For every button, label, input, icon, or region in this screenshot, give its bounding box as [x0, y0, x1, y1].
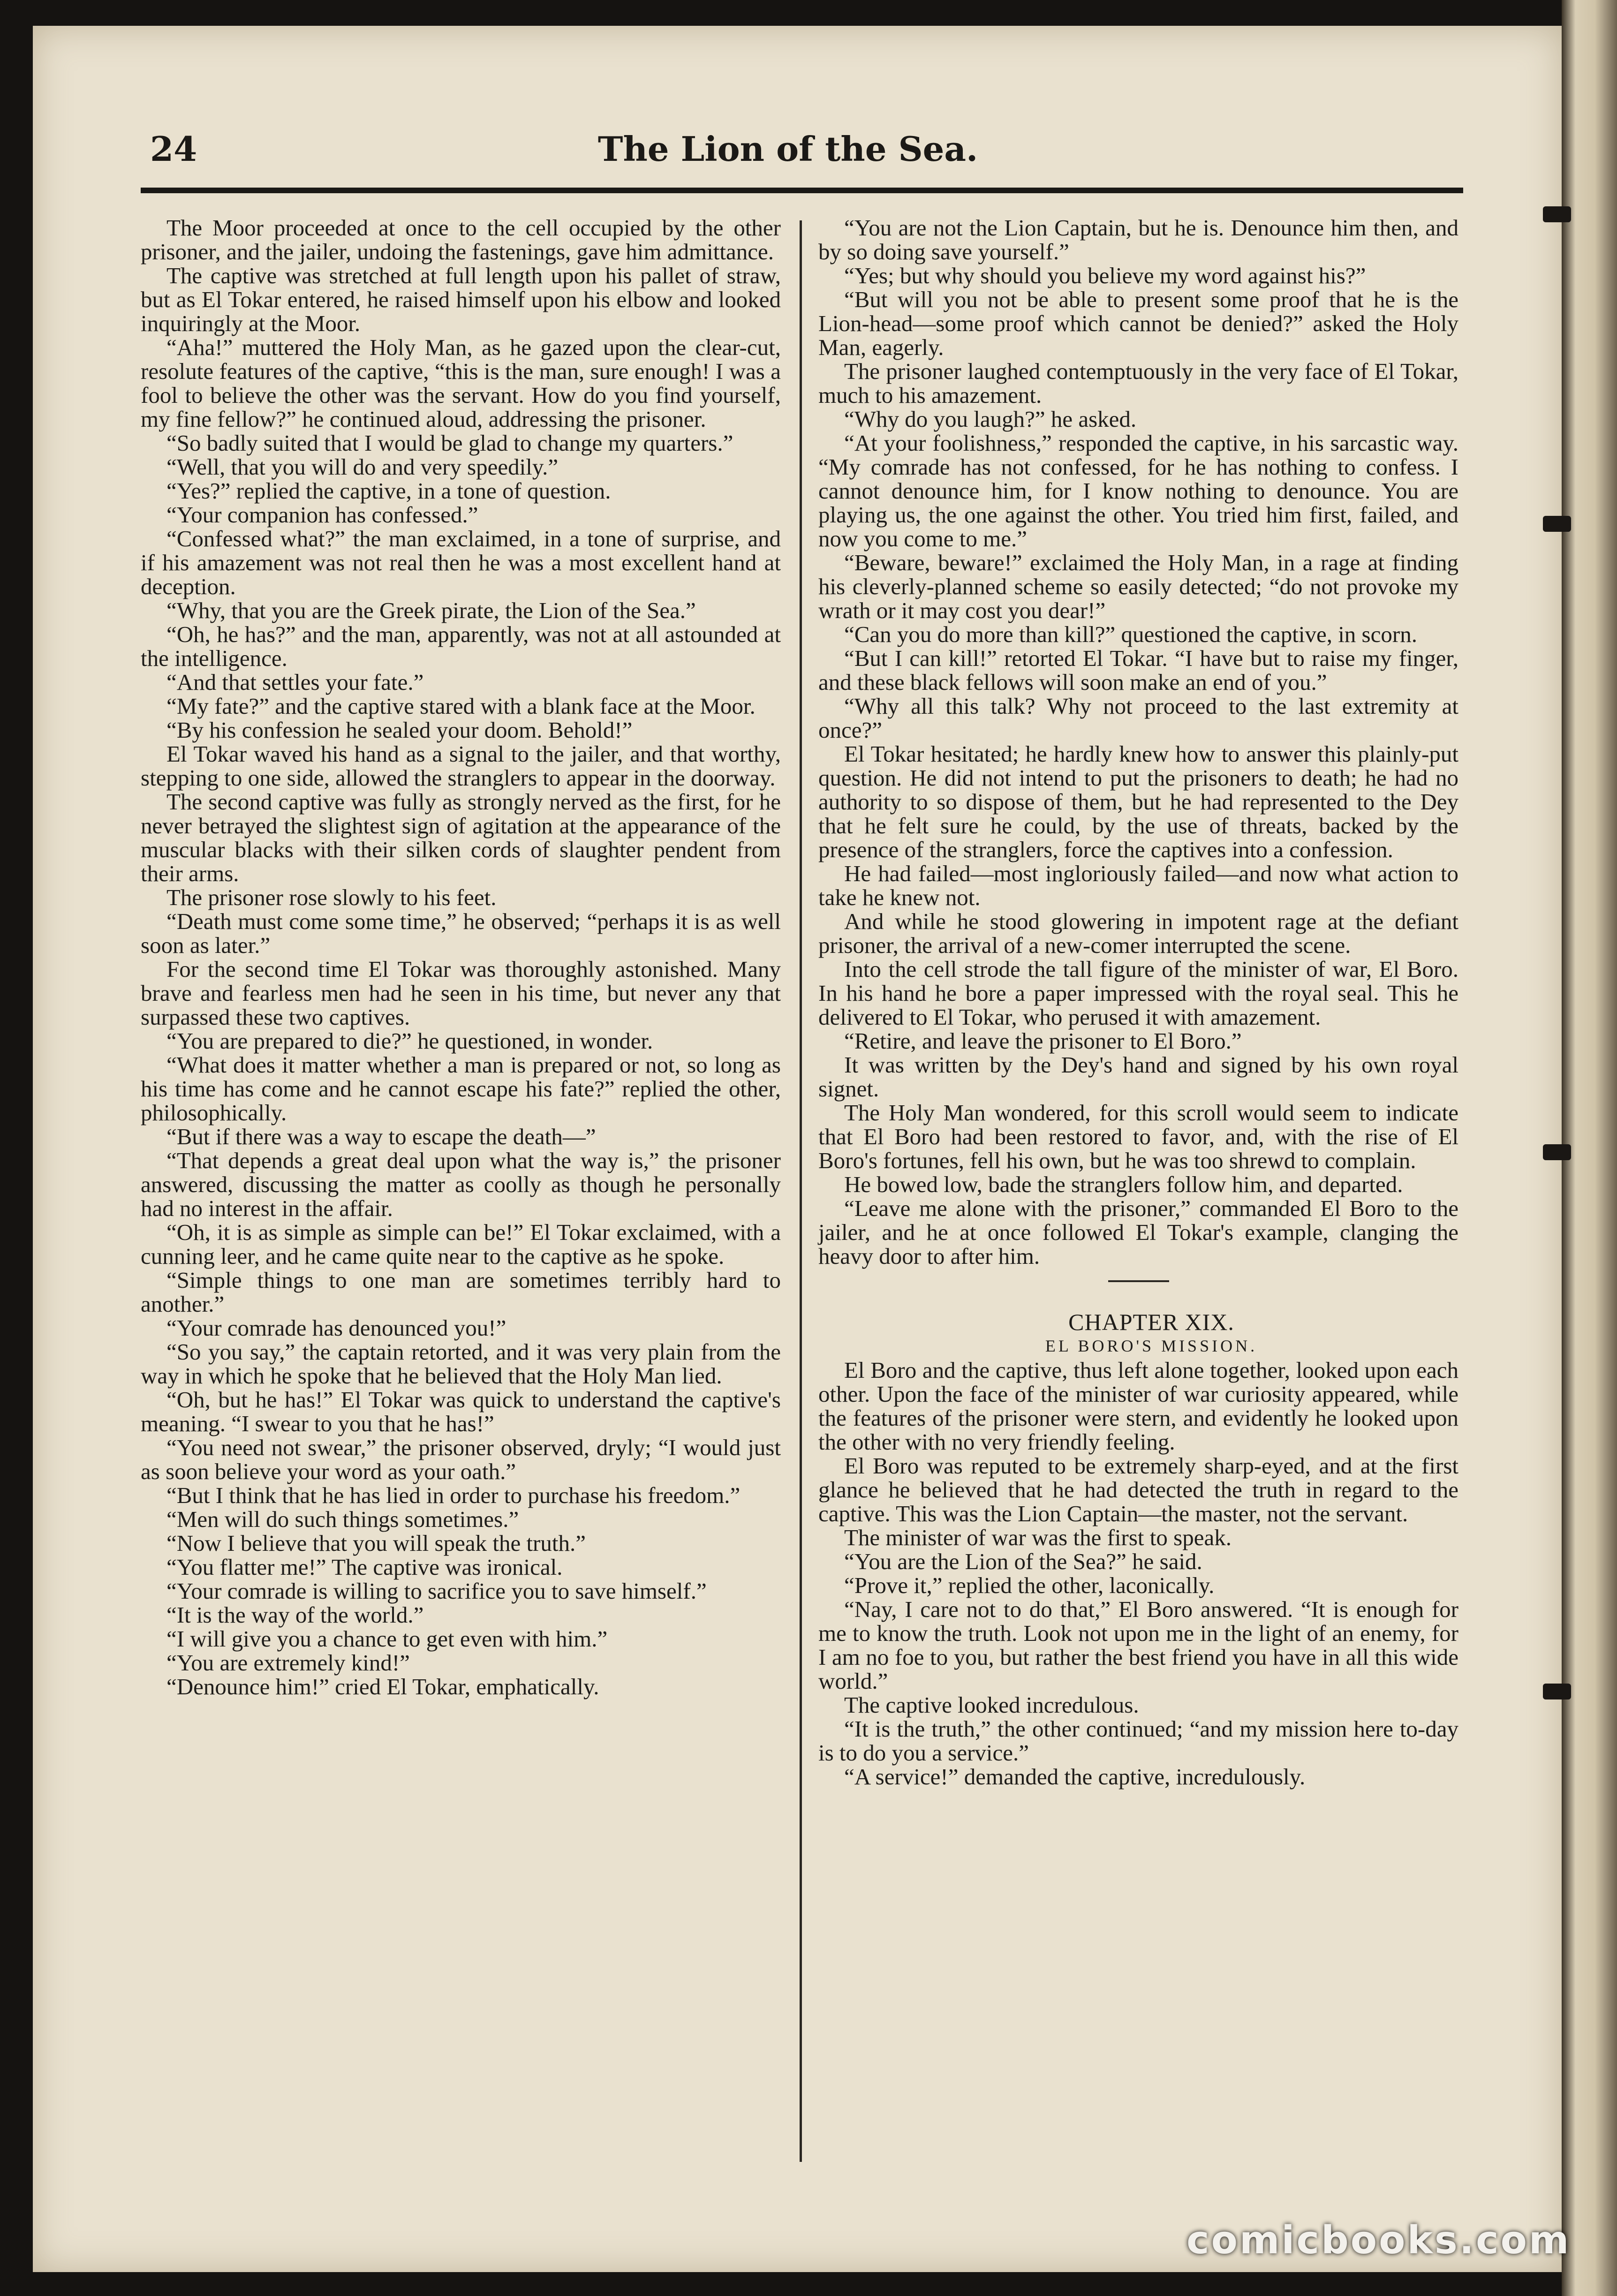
- paragraph: “So you say,” the captain retorted, and it was very plain from the way in which he spoke that he believed that the Holy Man lied.: [141, 1339, 781, 1389]
- paragraph: “What does it matter whether a man is prepared or not, so long as his time has come and he cannot escape his fate?” replied the other, philosophically.: [141, 1052, 781, 1125]
- paragraph: “But I think that he has lied in order to purchase his freedom.”: [166, 1482, 740, 1508]
- paragraph: “You need not swear,” the prisoner observed, dryly; “I would just as soon believe your word as your oath.”: [141, 1435, 781, 1484]
- right-column-text-a: [818, 216, 1458, 1268]
- paragraph: El Tokar waved his hand as a signal to the jailer, and that worthy, stepping to one side, allowed the stranglers to appear in the doorway.: [141, 741, 781, 791]
- paragraph: “Death must come some time,” he observed; “perhaps it is as well soon as later.”: [141, 908, 781, 958]
- paragraph: Into the cell strode the tall figure of the minister of war, El Boro. In his hand he bore a paper impressed with the royal seal. This he delivered to El Tokar, who perused it with amazement.: [818, 956, 1458, 1030]
- paragraph: “Yes; but why should you believe my word against his?”: [844, 263, 1366, 288]
- right-column: [818, 216, 1458, 1789]
- paragraph: “A service!” demanded the captive, incredulously.: [844, 1764, 1306, 1790]
- paragraph: “Your comrade is willing to sacrifice you to save himself.”: [166, 1578, 707, 1604]
- left-column: [141, 216, 781, 1699]
- paragraph: “It is the truth,” the other continued; “and my mission here to-day is to do you a service.”: [818, 1716, 1458, 1766]
- page-header: [113, 110, 1463, 176]
- page-number: 24: [150, 129, 197, 169]
- paragraph: The second captive was fully as strongly nerved as the first, for he never betrayed the slightest sign of agitation at the appearance of the muscular blacks with their silken cords of slaughter pendent from their arms.: [141, 789, 781, 886]
- paragraph: “Oh, it is as simple as simple can be!” El Tokar exclaimed, with a cunning leer, and he came quite near to the captive as he spoke.: [141, 1219, 781, 1269]
- paragraph: He bowed low, bade the stranglers follow him, and departed.: [844, 1171, 1403, 1197]
- paragraph: The prisoner laughed contemptuously in the very face of El Tokar, much to his amazement.: [818, 358, 1458, 408]
- watermark-text: comicbooks.com: [1186, 2218, 1571, 2263]
- paragraph: El Boro was reputed to be extremely sharp-eyed, and at the first glance he believed that he had detected the truth in regard to the captive. This was the Lion Captain—the master, not the servant.: [818, 1453, 1458, 1526]
- paragraph: “By his confession he sealed your doom. Behold!”: [166, 717, 633, 743]
- paragraph: The minister of war was the first to speak.: [844, 1525, 1232, 1550]
- paragraph: The captive looked incredulous.: [844, 1692, 1139, 1718]
- paragraph: “You are not the Lion Captain, but he is. Denounce him then, and by so doing save yourself.”: [818, 215, 1458, 264]
- paragraph: For the second time El Tokar was thoroughly astonished. Many brave and fearless men had he seen in his time, but never any that surpassed these two captives.: [141, 956, 781, 1030]
- paragraph: “Well, that you will do and very speedily.”: [166, 454, 559, 480]
- paragraph: “Retire, and leave the prisoner to El Boro.”: [844, 1028, 1242, 1054]
- paragraph: El Tokar hesitated; he hardly knew how to answer this plainly-put question. He did not intend to put the prisoners to death; he had no authority to so dispose of them, but he had represented to the Dey that he felt sure he could, by the use of threats, backed by the presence of the stranglers, force the captives into a confession.: [818, 741, 1458, 862]
- paragraph: The captive was stretched at full length upon his pallet of straw, but as El Tokar entered, he raised himself upon his elbow and looked inquiringly at the Moor.: [141, 263, 781, 336]
- paragraph: “Oh, he has?” and the man, apparently, was not at all astounded at the intelligence.: [141, 621, 781, 671]
- paragraph: “Why do you laugh?” he asked.: [844, 406, 1137, 432]
- chapter-heading: CHAPTER XIX.: [1068, 1309, 1234, 1335]
- paragraph: “Men will do such things sometimes.”: [166, 1506, 519, 1532]
- paragraph: “But will you not be able to present some proof that he is the Lion-head—some proof which cannot be denied?” asked the Holy Man, eagerly.: [818, 287, 1458, 360]
- binding-stitch: [1543, 206, 1571, 222]
- paragraph: “Denounce him!” cried El Tokar, emphatically.: [166, 1674, 599, 1699]
- paragraph: “Confessed what?” the man exclaimed, in a tone of surprise, and if his amazement was not real then he was a most excellent hand at deception.: [141, 526, 781, 599]
- paragraph: “Can you do more than kill?” questioned the captive, in scorn.: [844, 621, 1417, 647]
- paragraph: And while he stood glowering in impotent rage at the defiant prisoner, the arrival of a new-comer interrupted the scene.: [818, 908, 1458, 958]
- paragraph: “Why, that you are the Greek pirate, the Lion of the Sea.”: [166, 597, 696, 623]
- binding-stitch: [1543, 516, 1571, 532]
- paragraph: “Prove it,” replied the other, laconically.: [844, 1572, 1215, 1598]
- binding-stitch: [1543, 1684, 1571, 1699]
- paragraph: “Aha!” muttered the Holy Man, as he gazed upon the clear-cut, resolute features of the captive, “this is the man, sure enough! I was a fool to believe the other was the servant. How do you find yourself, my fine fellow?” he continued aloud, addressing the prisoner.: [141, 334, 781, 432]
- binding-stitch: [1543, 1144, 1571, 1160]
- paragraph: El Boro and the captive, thus left alone together, looked upon each other. Upon the face of the minister of war curiosity appeared, while the features of the prisoner were stern, and evidently he looked upon the other with no very friendly feeling.: [818, 1357, 1458, 1455]
- paragraph: “You are prepared to die?” he questioned, in wonder.: [166, 1028, 653, 1054]
- paragraph: “Oh, but he has!” El Tokar was quick to understand the captive's meaning. “I swear to you that he has!”: [141, 1387, 781, 1436]
- running-title: The Lion of the Sea.: [597, 129, 978, 169]
- paragraph: “And that settles your fate.”: [166, 669, 424, 695]
- paragraph: “You flatter me!” The captive was ironical.: [166, 1554, 563, 1580]
- chapter-subtitle: EL BORO'S MISSION.: [1045, 1337, 1258, 1355]
- paragraph: The prisoner rose slowly to his feet.: [166, 884, 497, 910]
- paragraph: “You are extremely kind!”: [166, 1650, 410, 1676]
- paragraph: “I will give you a chance to get even with him.”: [166, 1626, 608, 1652]
- paragraph: “But if there was a way to escape the death—”: [166, 1124, 596, 1149]
- paragraph: “It is the way of the world.”: [166, 1602, 424, 1628]
- section-rule: [1108, 1280, 1169, 1282]
- paragraph: The Holy Man wondered, for this scroll would seem to indicate that El Boro had been restored to favor, and, with the rise of El Boro's fortunes, fell his own, but he was too shrewd to complain.: [818, 1100, 1458, 1173]
- paragraph: “Your comrade has denounced you!”: [166, 1315, 506, 1341]
- paragraph: “Beware, beware!” exclaimed the Holy Man, in a rage at finding his cleverly-planned scheme so easily detected; “do not provoke my wrath or it may cost you dear!”: [818, 550, 1458, 623]
- paragraph: It was written by the Dey's hand and signed by his own royal signet.: [818, 1052, 1458, 1102]
- column-divider: [800, 220, 802, 2162]
- paragraph: “But I can kill!” retorted El Tokar. “I have but to raise my finger, and these black fellows will soon make an end of you.”: [818, 645, 1458, 695]
- paragraph: “Yes?” replied the captive, in a tone of question.: [166, 478, 611, 504]
- paragraph: “Now I believe that you will speak the truth.”: [166, 1530, 586, 1556]
- paragraph: “So badly suited that I would be glad to change my quarters.”: [166, 430, 733, 456]
- right-column-text-b: [818, 1358, 1458, 1789]
- paragraph: “Nay, I care not to do that,” El Boro answered. “It is enough for me to know the truth. Look not upon me in the light of an enemy, for I am no foe to you, but rather the best friend you have in all this wide world.”: [818, 1596, 1458, 1694]
- paragraph: “You are the Lion of the Sea?” he said.: [844, 1548, 1202, 1574]
- paragraph: “At your foolishness,” responded the captive, in his sarcastic way. “My comrade has not confessed, for he has nothing to confess. I cannot denounce him, for I know nothing to denounce. You are playing us, the one against the other. You tried him first, failed, and now you come to me.”: [818, 430, 1458, 551]
- paragraph: “Why all this talk? Why not proceed to the last extremity at once?”: [818, 693, 1458, 743]
- paragraph: “That depends a great deal upon what the way is,” the prisoner answered, discussing the matter as coolly as though he personally had no interest in the affair.: [141, 1148, 781, 1221]
- paragraph: “Simple things to one man are sometimes terribly hard to another.”: [141, 1267, 781, 1317]
- paragraph: He had failed—most ingloriously failed—and now what action to take he knew not.: [818, 861, 1458, 910]
- paragraph: The Moor proceeded at once to the cell occupied by the other prisoner, and the jailer, undoing the fastenings, gave him admittance.: [141, 215, 781, 264]
- header-rule: [141, 188, 1463, 193]
- paragraph: “My fate?” and the captive stared with a blank face at the Moor.: [166, 693, 756, 719]
- paragraph: “Leave me alone with the prisoner,” commanded El Boro to the jailer, and he at once followed El Tokar's example, clanging the heavy door to after him.: [818, 1195, 1458, 1269]
- paragraph: “Your companion has confessed.”: [166, 502, 478, 528]
